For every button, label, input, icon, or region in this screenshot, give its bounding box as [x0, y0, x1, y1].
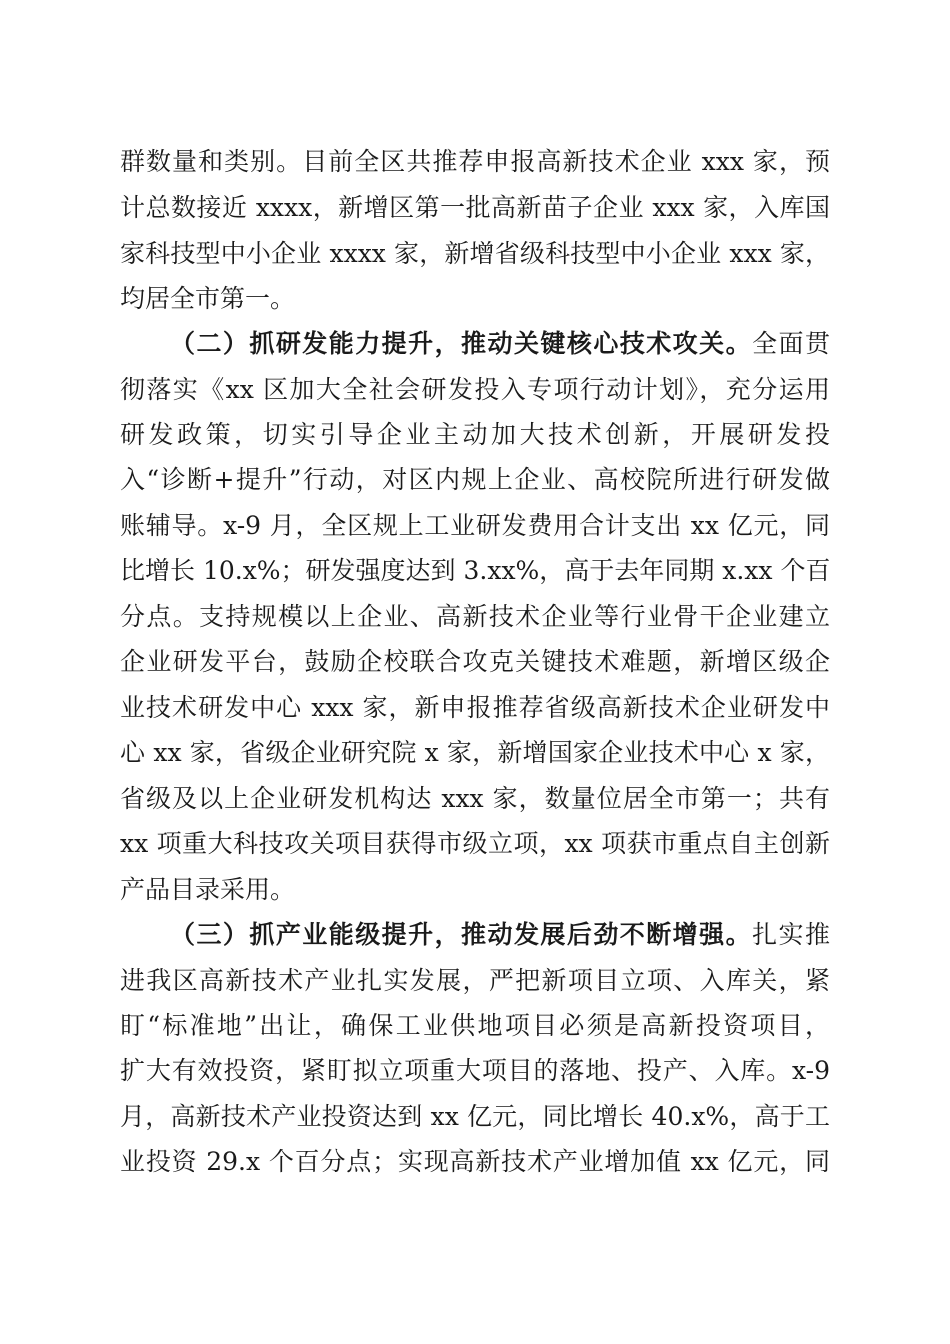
text-line: 业投资 29.x 个百分点；实现高新技术产业增加值 xx 亿元，同	[120, 1147, 830, 1176]
text-line: 盯“标准地”出让，确保工业供地项目必须是高新投资项目，	[120, 1011, 830, 1040]
text-line: 业技术研发中心 xxx 家，新申报推荐省级高新技术企业研发中	[120, 693, 830, 722]
text-line: 账辅导。x-9 月，全区规上工业研发费用合计支出 xx 亿元，同	[120, 511, 830, 540]
text-line: 彻落实《xx 区加大全社会研发投入专项行动计划》，充分运用	[120, 375, 830, 404]
heading-continuation: 全面贯	[752, 329, 830, 358]
text-line: 分点。支持规模以上企业、高新技术企业等行业骨干企业建立	[120, 602, 830, 631]
text-line: 比增长 10.x%；研发强度达到 3.xx%，高于去年同期 x.xx 个百	[120, 556, 831, 585]
paragraph-first-line	[170, 920, 830, 950]
paragraph-first-line	[170, 329, 830, 359]
heading-continuation: 扎实推	[752, 920, 830, 949]
section-heading: （二）抓研发能力提升，推动关键核心技术攻关。	[170, 329, 753, 358]
text-line: 入“诊断+提升”行动，对区内规上企业、高校院所进行研发做	[120, 465, 830, 494]
text-line: 企业研发平台，鼓励企校联合攻克关键技术难题，新增区级企	[120, 647, 830, 676]
text-line: 均居全市第一。	[120, 284, 296, 313]
text-line: 省级及以上企业研发机构达 xxx 家，数量位居全市第一；共有	[120, 784, 830, 813]
text-line: 进我区高新技术产业扎实发展，严把新项目立项、入库关，紧	[120, 966, 830, 995]
text-line: 心 xx 家，省级企业研究院 x 家，新增国家企业技术中心 x 家，	[120, 738, 830, 767]
text-line: 月，高新技术产业投资达到 xx 亿元，同比增长 40.x%，高于工	[120, 1102, 830, 1131]
text-line: 扩大有效投资，紧盯拟立项重大项目的落地、投产、入库。x-9	[120, 1056, 830, 1085]
text-line: 产品目录采用。	[120, 875, 296, 904]
text-line: xx 项重大科技攻关项目获得市级立项，xx 项获市重点自主创新	[120, 829, 830, 858]
text-line: 计总数接近 xxxx，新增区第一批高新苗子企业 xxx 家，入库国	[120, 193, 830, 222]
text-line: 研发政策，切实引导企业主动加大技术创新，开展研发投	[120, 420, 830, 449]
text-line: 群数量和类别。目前全区共推荐申报高新技术企业 xxx 家，预	[120, 147, 830, 176]
text-line: 家科技型中小企业 xxxx 家，新增省级科技型中小企业 xxx 家，	[120, 239, 830, 268]
section-heading: （三）抓产业能级提升，推动发展后劲不断增强。	[170, 920, 753, 949]
